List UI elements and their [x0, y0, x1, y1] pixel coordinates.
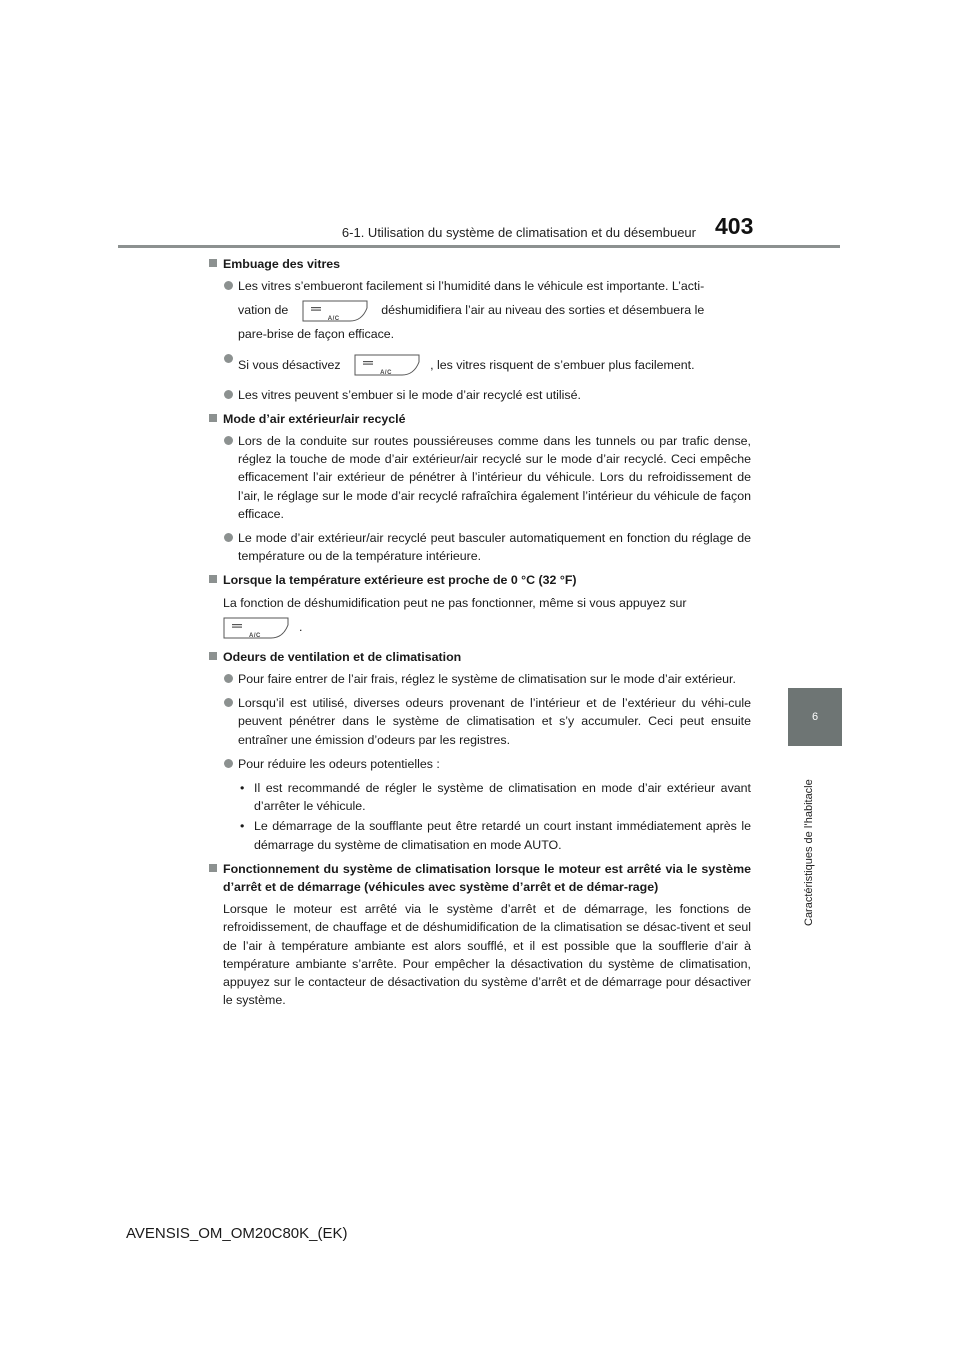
bullet-text: vation de — [238, 303, 289, 318]
bullet-item: Les vitres peuvent s’embuer si le mode d’air recyclé est utilisé. — [209, 386, 751, 404]
bullet-item — [209, 350, 751, 380]
chapter-title: Caractéristiques de l’habitacle — [803, 779, 815, 926]
chapter-number: 6 — [811, 711, 819, 723]
sub-text: Il est recommandé de régler le système de climatisation en mode d’air extérieur avant d’arrêter le véhicule. — [254, 781, 751, 814]
heading-temperature: Lorsque la température extérieure est proche de 0 °C (32 °F) — [209, 571, 751, 589]
heading-stop-start: Fonctionnement du système de climatisation lorsque le moteur est arrêté via le système d’arrêt et de démarrage (véhicules avec système d’arrêt et de démar-rage) — [209, 860, 751, 896]
paragraph — [209, 594, 751, 642]
heading-embuage: Embuage des vitres — [209, 255, 751, 273]
header-rule — [118, 245, 840, 248]
ac-button-label: A/C — [249, 632, 261, 639]
bullet-item: Le mode d’air extérieur/air recyclé peut basculer automatiquement en fonction du réglage de température ou de la température intérieure. — [209, 529, 751, 565]
bullet-item: Pour faire entrer de l’air frais, réglez le système de climatisation sur le mode d’air extérieur. — [209, 670, 751, 688]
page-content — [209, 255, 751, 1016]
bullet-item — [209, 277, 751, 343]
bullet-text: déshumidifiera l’air au niveau des sorties et désembuera le — [381, 303, 705, 318]
ac-button-icon — [223, 617, 289, 639]
bullet-text: , les vitres risquent de s’embuer plus facilement. — [430, 357, 695, 372]
paragraph-text: . — [299, 619, 303, 634]
heading-odeurs: Odeurs de ventilation et de climatisation — [209, 648, 751, 666]
bullet-item: Lorsqu’il est utilisé, diverses odeurs provenant de l’intérieur et de l’extérieur du véhi-cule peuvent pénétrer dans le système de climatisation et s’y accumuler. Ceci peut ensuite entraîner une émission d’odeurs par les registres. — [209, 694, 751, 749]
ac-button-label: A/C — [327, 316, 340, 323]
bullet-text: Si vous désactivez — [238, 357, 341, 372]
bullet-item: Pour réduire les odeurs potentielles : — [209, 755, 751, 773]
sub-marker: • — [240, 819, 245, 834]
page-number: 403 — [715, 213, 754, 239]
sub-marker: • — [240, 781, 245, 796]
page-header — [0, 0, 960, 260]
section-title: 6-1. Utilisation du système de climatisation et du désembueur — [341, 225, 696, 240]
paragraph: Lorsque le moteur est arrêté via le système d’arrêt et de démarrage, les fonctions de refroidissement, de chauffage et de déshumidification de la climatisation se désac-tivent et seul de l’air à température ambiante est alors soufflé, et il est possible que la soufflerie d’air à température ambiante s’arrête. Pour empêcher la désactivation du système de climatisation, appuyez sur le contacteur de désactivation du système d’arrêt et de démarrage pour désactiver le système. — [223, 902, 751, 1008]
heading-mode-air: Mode d’air extérieur/air recyclé — [209, 410, 751, 428]
document-code: AVENSIS_OM_OM20C80K_(EK) — [126, 1225, 348, 1242]
bullet-item: Lors de la conduite sur routes poussiéreuses comme dans les tunnels ou par trafic dense, réglez la touche de mode d’air extérieur/air recyclé sur le mode d’air recyclé. Ceci empêche efficacement l’air extérieur de pénétrer à l’intérieur du véhicule. Lors du refroidissement de l’air, le réglage sur le mode d’air recyclé rafraîchira également l’intérieur du véhicule de façon efficace. — [209, 432, 751, 523]
sub-item — [209, 779, 751, 815]
ac-button-icon — [302, 300, 368, 322]
sub-text: Le démarrage de la soufflante peut être retardé un court instant immédiatement après le démarrage du système de climatisation en mode AUTO. — [254, 819, 751, 852]
ac-button-label: A/C — [380, 370, 392, 377]
paragraph-text: La fonction de déshumidification peut ne pas fonctionner, même si vous appuyez sur — [223, 595, 687, 610]
chapter-tab — [788, 688, 842, 746]
sub-item — [209, 817, 751, 853]
ac-button-icon — [354, 354, 420, 376]
bullet-text: pare-brise de façon efficace. — [238, 327, 395, 342]
bullet-text: Les vitres s’embueront facilement si l’humidité dans le véhicule est importante. L’acti- — [238, 279, 705, 294]
